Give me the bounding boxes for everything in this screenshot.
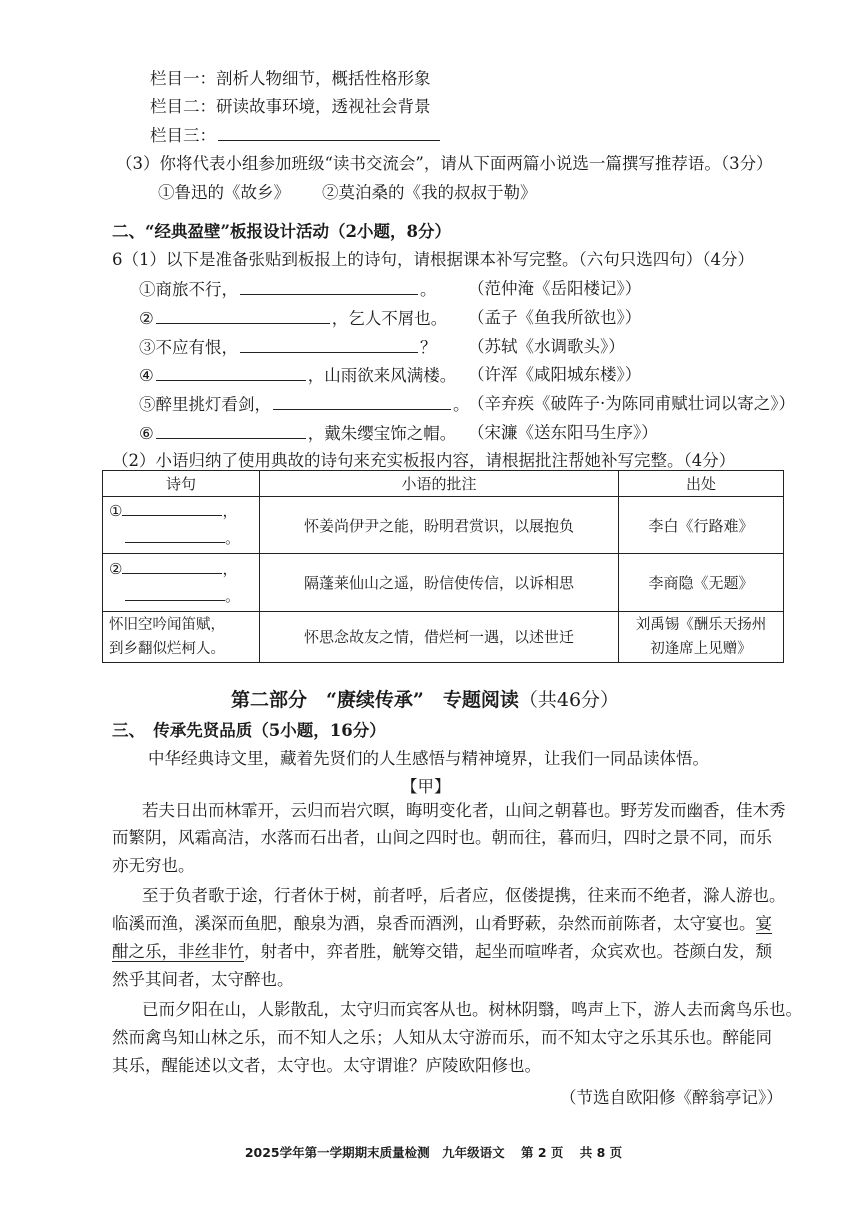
page-number: 第 2 页 (520, 1145, 564, 1160)
passage-text: ，射者中，弈者胜，觥筹交错，起坐而喧哗者，众宾欢也。苍颜白发，颓 (244, 942, 772, 961)
table-row (103, 497, 784, 554)
poem-source-6: （宋濂《送东阳马生序》） (468, 423, 658, 442)
question-3: （3）你将代表小组参加班级“读书交流会”，请从下面两篇小说选一篇撰写推荐语。（3分） (116, 154, 773, 173)
poem-text: ①商旅不行， (139, 280, 238, 299)
header-source: 出处 (619, 471, 784, 497)
poem-text: ② (139, 309, 154, 328)
passage-line: 而繁阴，风霜高洁，水落而石出者，山间之四时也。朝而往，暮而归，四时之景不同，而乐 (112, 828, 772, 847)
question-6-1: 6（1）以下是准备张贴到板报上的诗句，请根据课本补写完整。（六句只选四句）（4分） (112, 250, 754, 269)
cell-text: ， (222, 559, 238, 578)
note-cell: 隔蓬莱仙山之遥，盼信使传信，以诉相思 (260, 554, 619, 611)
poem-text: ，乞人不屑也。 (331, 309, 448, 328)
poem-source-4: （许浑《咸阳城东楼》） (468, 365, 642, 384)
passage-line: 至于负者歌于途，行者休于树，前者呼，后者应，伛偻提携，往来而不绝者，滁人游也。 (142, 886, 786, 905)
passage-line: 其乐，醒能述以文者，太守也。太守谓谁？庐陵欧阳修也。 (112, 1056, 541, 1075)
answer-blank[interactable] (122, 559, 222, 574)
poem-text: ③不应有恨， (139, 338, 238, 357)
poem-cell (103, 611, 260, 662)
column-2-text: 栏目二：研读故事环境，透视社会背景 (150, 97, 431, 116)
exam-name: 2025学年第一学期期末质量检测 九年级语文 (244, 1145, 505, 1160)
part-2-score: （共46分） (518, 689, 620, 711)
question-6-2: （2）小语归纳了使用典故的诗句来充实板报内容，请根据批注帮她补写完整。（4分） (112, 451, 736, 470)
poem-line-2 (139, 307, 447, 330)
poem-cell (103, 554, 260, 611)
cell-text: 到乡翻似烂柯人。 (109, 640, 225, 657)
poem-text: 。 (420, 280, 437, 299)
passage-line: 然而禽鸟知山林之乐，而不知人之乐；人知从太守游而乐，而不知太守之乐其乐也。醉能同 (112, 1028, 772, 1047)
passage-line (112, 913, 772, 935)
passage-jia-label: 【甲】 (401, 777, 451, 796)
poem-line-5 (139, 393, 470, 416)
passage-line: 若夫日出而林霏开，云归而岩穴暝，晦明变化者，山间之朝暮也。野芳发而幽香，佳木秀 (142, 801, 786, 820)
choice-1: ①鲁迅的《故乡》 (158, 183, 290, 202)
cell-text: 怀旧空吟闻笛赋， (109, 616, 225, 633)
passage-line (112, 941, 772, 963)
choice-2: ②莫泊桑的《我的叔叔于勒》 (322, 183, 537, 202)
passage-source: （节选自欧阳修《醉翁亭记》） (560, 1088, 783, 1107)
poem-line-1 (139, 278, 437, 301)
intro-text: 中华经典诗文里，藏着先贤们的人生感悟与精神境界，让我们一同品读体悟。 (148, 749, 709, 768)
answer-blank[interactable] (122, 501, 222, 516)
cell-text: ① (109, 502, 123, 521)
poem-source-1: （范仲淹《岳阳楼记》） (468, 279, 642, 298)
underlined-text: 酣之乐，非丝非竹 (112, 942, 244, 961)
table-row (103, 611, 784, 662)
poem-source-2: （孟子《鱼我所欲也》） (468, 308, 642, 327)
answer-blank[interactable] (240, 336, 418, 353)
passage-line: 已而夕阳在山，人影散乱，太守归而宾客从也。树林阴翳，鸣声上下，游人去而禽鸟乐也。 (142, 1000, 802, 1019)
answer-blank[interactable] (125, 586, 225, 601)
poem-cell (103, 497, 260, 554)
column-3-line (150, 124, 442, 147)
source-cell: 李白《行路难》 (619, 497, 784, 554)
answer-blank[interactable] (156, 364, 306, 381)
header-poem: 诗句 (103, 471, 260, 497)
answer-blank[interactable] (125, 528, 225, 543)
cell-text: ， (222, 502, 238, 521)
source-cell (619, 611, 784, 662)
page-total: 共 8 页 (579, 1145, 623, 1160)
part-2-title: 第二部分 “赓续传承” 专题阅读 (231, 689, 519, 711)
poem-text: 。 (453, 395, 470, 414)
cell-text: ② (109, 559, 123, 578)
passage-line: 亦无穷也。 (112, 856, 195, 875)
column-3-label: 栏目三： (150, 126, 216, 145)
poem-line-4 (139, 364, 456, 387)
poem-line-6 (139, 422, 456, 445)
poem-text: ，山雨欲来风满楼。 (307, 366, 457, 385)
table-row (103, 554, 784, 611)
passage-text: 临溪而渔，溪深而鱼肥，酿泉为酒，泉香而酒洌，山肴野蔌，杂然而前陈者，太守宴也。 (112, 914, 756, 933)
poem-text: ④ (139, 366, 154, 385)
note-cell: 怀姜尚伊尹之能，盼明君赏识，以展抱负 (260, 497, 619, 554)
table-header-row (103, 471, 784, 497)
poem-text: ，戴朱缨宝饰之帽。 (307, 424, 457, 443)
header-note: 小语的批注 (260, 471, 619, 497)
passage-line: 然乎其间者，太守醉也。 (112, 970, 294, 989)
poem-source-5: （辛弃疾《破阵子·为陈同甫赋壮词以寄之》） (468, 394, 795, 413)
cell-text: 初逢席上见赠》 (650, 640, 752, 657)
part-2-heading (231, 689, 619, 711)
poem-text: ？ (420, 338, 437, 357)
answer-blank[interactable] (156, 307, 330, 324)
poem-text: ⑤醉里挑灯看剑， (139, 395, 271, 414)
poem-text: ⑥ (139, 424, 154, 443)
underlined-text: 宴 (755, 914, 772, 933)
allusion-table (102, 470, 784, 663)
cell-text: 。 (225, 529, 241, 548)
page-footer (0, 1143, 867, 1161)
cell-text: 。 (225, 586, 241, 605)
answer-blank[interactable] (156, 422, 306, 439)
note-cell: 怀思念故友之情，借烂柯一遇，以述世迁 (260, 611, 619, 662)
answer-blank[interactable] (218, 124, 440, 141)
source-cell: 李商隐《无题》 (619, 554, 784, 611)
poem-line-3 (139, 336, 437, 359)
cell-text: 刘禹锡《酬乐天扬州 (635, 616, 767, 633)
section-2-title: 二、“经典盈壁”板报设计活动（2小题，8分） (112, 222, 451, 241)
answer-blank[interactable] (240, 278, 418, 295)
column-1-text: 栏目一：剖析人物细节，概括性格形象 (150, 69, 431, 88)
poem-source-3: （苏轼《水调歌头》） (468, 337, 625, 356)
section-3-title: 三、 传承先贤品质（5小题，16分） (112, 721, 386, 740)
answer-blank[interactable] (273, 393, 451, 410)
